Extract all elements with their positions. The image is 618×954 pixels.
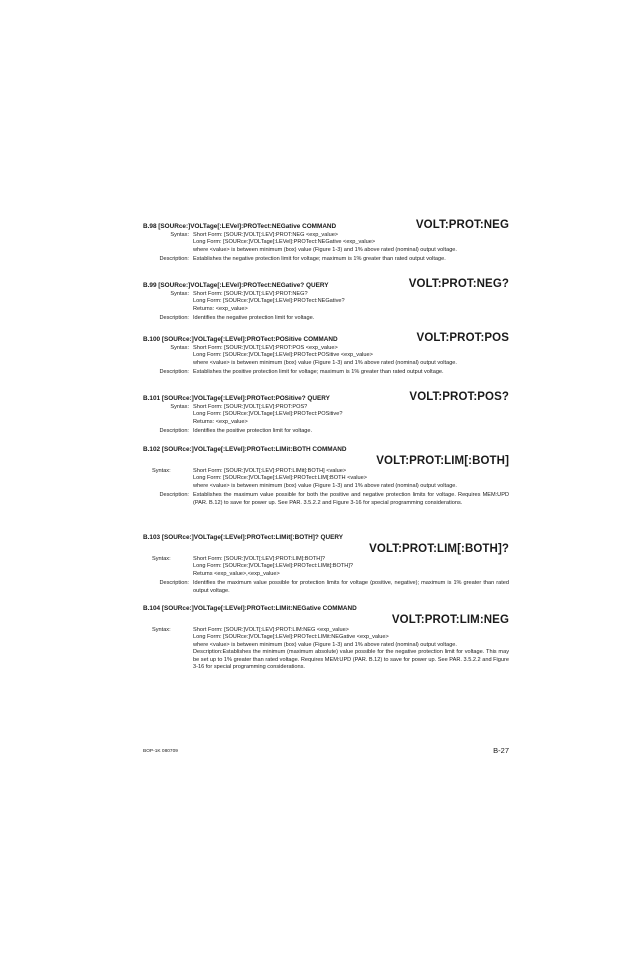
syntax-block — [143, 404, 509, 426]
description-block — [143, 580, 509, 595]
returns: Returns <exp_value>,<exp_value> — [193, 570, 280, 577]
description-text: Establishes the positive protection limit for voltage; maximum is 1% greater than rated output voltage. — [193, 369, 444, 376]
description-text: Identifies the maximum value possible for protection limits for voltage (positive, negative); maximum is 1% greater than rated output voltage. — [193, 580, 509, 594]
long-form: Long Form: [SOURce:]VOLTage[:LEVel]:PROTect:POSitive <exp_value> — [193, 352, 373, 359]
syntax-block — [143, 556, 509, 578]
value-range: where <value> is between minimum (box) value (Figure 1-3) and 1% above rated (nominal) output voltage. — [193, 359, 457, 366]
section-heading — [143, 446, 509, 466]
section-title: B.99 [SOURce:]VOLTage[:LEVel]:PROTect:NEGative? QUERY — [143, 282, 329, 289]
description-block — [143, 492, 509, 507]
description-label: Description: — [159, 428, 189, 435]
command-mnemonic: VOLT:PROT:POS — [416, 332, 509, 344]
syntax-block — [143, 345, 509, 367]
returns: Returns: <exp_value> — [193, 305, 248, 312]
section-title: B.101 [SOURce:]VOLTage[:LEVel]:PROTect:POSitive? QUERY — [143, 395, 330, 402]
document-id: BOP-1K 080709 — [143, 749, 178, 754]
syntax-block — [143, 232, 509, 254]
section-title: B.103 [SOURce:]VOLTage[:LEVel]:PROTect:LIMit[:BOTH]? QUERY — [143, 534, 344, 541]
command-mnemonic: VOLT:PROT:NEG — [415, 219, 509, 231]
short-form: Short Form: [SOUR:]VOLT[:LEV]:PROT:NEG <exp_value> — [193, 232, 339, 238]
section-heading — [143, 218, 509, 230]
long-form: Long Form: [SOURce:]VOLTage[:LEVel]:PROTect:NEGative? — [193, 298, 345, 305]
short-form: Short Form: [SOUR:]VOLT[:LEV]:PROT:LIMit[:BOTH] <value> — [193, 468, 347, 474]
long-form: Long Form: [SOURce:]VOLTage[:LEVel]:PROTect:LIM[:BOTH <value> — [193, 475, 367, 482]
section-title: B.102 [SOURce:]VOLTage[:LEVel]:PROTect:LIMit:BOTH COMMAND — [143, 446, 347, 453]
description-text: Identifies the negative protection limit for voltage. — [193, 315, 315, 322]
value-range: where <value> is between minimum (box) value (Figure 1-3) and 1% above rated (nominal) output voltage. — [193, 641, 457, 648]
section-heading — [143, 605, 509, 625]
description-text: Establishes the maximum value possible for both the positive and negative protection limits for voltage. Requires MEM:UPD (PAR. B.12) to save for power up. See PAR. 3.5.2.2 and Figure 3-16 for special programming considerations. — [193, 492, 509, 506]
value-range: where <value> is between minimum (box) value (Figure 1-3) and 1% above rated (nominal) output voltage. — [193, 246, 457, 253]
short-form: Short Form: [SOUR:]VOLT[:LEV]:PROT:NEG? — [193, 291, 308, 297]
section-b98 — [143, 218, 509, 264]
syntax-label: Syntax: — [170, 404, 189, 410]
syntax-label: Syntax: — [152, 627, 171, 633]
syntax-block — [143, 468, 509, 490]
syntax-label: Syntax: — [170, 345, 189, 351]
description-block — [143, 256, 509, 263]
description-block — [143, 369, 509, 376]
command-mnemonic: VOLT:PROT:LIM[:BOTH]? — [369, 543, 509, 555]
section-title: B.104 [SOURce:]VOLTage[:LEVel]:PROTect:LIMit:NEGative COMMAND — [143, 605, 357, 612]
description-block — [143, 315, 509, 322]
section-heading — [143, 534, 509, 554]
description-label: Description: — [159, 315, 189, 322]
short-form: Short Form: [SOUR:]VOLT[:LEV]:PROT:LIM[:BOTH]? — [193, 556, 325, 562]
section-heading — [143, 390, 509, 402]
long-form: Long Form: [SOURce:]VOLTage[:LEVel]:PROTect:LIMit[:BOTH]? — [193, 563, 353, 570]
section-heading — [143, 277, 509, 289]
section-b100 — [143, 331, 509, 377]
description-text: Establishes the negative protection limit for voltage; maximum is 1% greater than rated output voltage. — [193, 256, 446, 263]
section-b102 — [143, 446, 509, 507]
syntax-label: Syntax: — [152, 556, 171, 562]
long-form: Long Form: [SOURce:]VOLTage[:LEVel]:PROTect:LIMit:NEGative <exp_value> — [193, 634, 389, 641]
long-form: Long Form: [SOURce:]VOLTage[:LEVel]:PROTect:POSitive? — [193, 411, 343, 418]
section-b99 — [143, 277, 509, 323]
page-number: B-27 — [493, 746, 509, 755]
syntax-label: Syntax: — [152, 468, 171, 474]
description-text: Description:Establishes the minimum (maximum absolute) value possible for the negative protection limit for voltage. This may be set up to 1% greater than rated voltage. Requires MEM:UPD (PAR. B.12) to save for power up. See PAR. 3.5.2.2 and Figure 3-16 for special programming considerations. — [193, 649, 509, 671]
short-form: Short Form: [SOUR:]VOLT[:LEV]:PROT:POS <exp_value> — [193, 345, 338, 351]
syntax-block — [143, 291, 509, 313]
section-b101 — [143, 390, 509, 436]
syntax-label: Syntax: — [170, 232, 189, 238]
returns: Returns: <exp_value> — [193, 418, 248, 425]
short-form: Short Form: [SOUR:]VOLT[:LEV]:PROT:POS? — [193, 404, 308, 410]
section-b103 — [143, 534, 509, 595]
description-label: Description: — [159, 256, 189, 263]
description-block — [143, 428, 509, 435]
long-form: Long Form: [SOURce:]VOLTage[:LEVel]:PROTect:NEGative <exp_value> — [193, 239, 376, 246]
command-mnemonic: VOLT:PROT:NEG? — [408, 278, 509, 290]
section-heading — [143, 331, 509, 343]
command-mnemonic: VOLT:PROT:LIM:NEG — [391, 614, 509, 626]
description-label: Description: — [159, 580, 189, 587]
section-b104 — [143, 605, 509, 671]
description-text: Identifies the positive protection limit for voltage. — [193, 428, 313, 435]
section-title: B.98 [SOURce:]VOLTage[:LEVel]:PROTect:NEGative COMMAND — [143, 223, 337, 230]
description-label: Description: — [159, 492, 189, 499]
syntax-block — [143, 627, 509, 671]
command-mnemonic: VOLT:PROT:POS? — [409, 391, 509, 403]
value-range: where <value> is between minimum (box) value (Figure 1-3) and 1% above rated (nominal) output voltage. — [193, 482, 457, 489]
short-form: Short Form: [SOUR:]VOLT[:LEV]:PROT:LIM:NEG <exp_value> — [193, 627, 349, 633]
section-title: B.100 [SOURce:]VOLTage[:LEVel]:PROTect:POSitive COMMAND — [143, 336, 338, 343]
command-mnemonic: VOLT:PROT:LIM[:BOTH] — [376, 455, 509, 467]
description-label: Description: — [159, 369, 189, 376]
syntax-label: Syntax: — [170, 291, 189, 297]
